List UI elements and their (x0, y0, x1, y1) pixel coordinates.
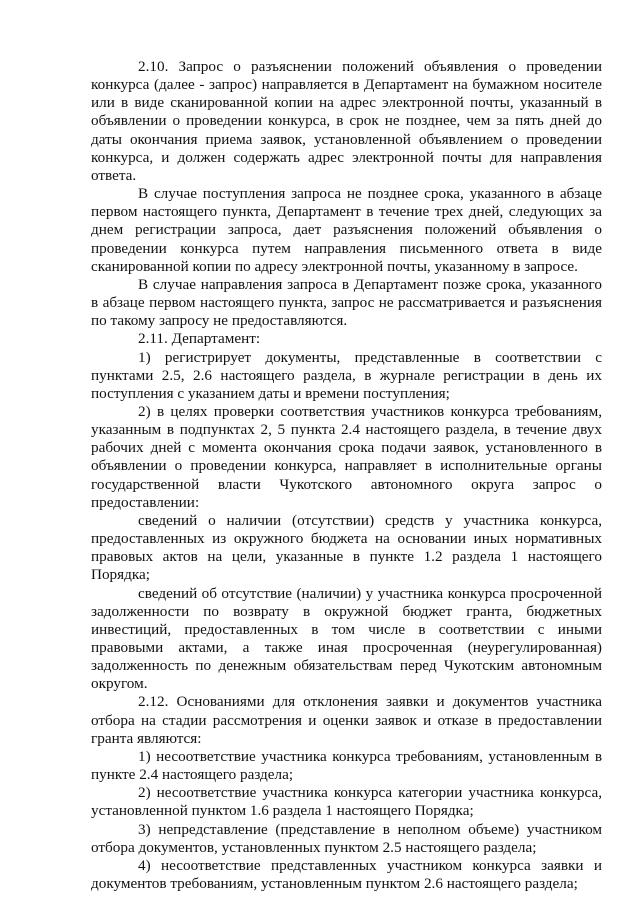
paragraph-2-10-late-request: В случае направления запроса в Департамент позже срока, указанного в абзаце первом настоящего пункта, запрос не рассматривается и разъяснения по такому запросу не предоставляются. (91, 275, 602, 330)
paragraph-2-11-debt-info: сведений об отсутствие (наличии) у участника конкурса просроченной задолженности по возврату в окружной бюджет гранта, бюджетных инвестиций, предоставленных в том числе в соответствии с иными правовыми актами, а также иная просроченная (неурегулированная) задолженность по денежным обязательствам перед Чукотским автономным округом. (91, 584, 602, 693)
paragraph-2-12-heading: 2.12. Основаниями для отклонения заявки и документов участника отбора на стадии рассмотрения и оценки заявок и отказе в предоставлении гранта являются: (91, 693, 602, 747)
paragraph-2-11-heading: 2.11. Департамент: (138, 330, 261, 348)
paragraph-2-10: 2.10. Запрос о разъяснении положений объявления о проведении конкурса (далее - запрос) направляется в Департамент на бумажном носителе или в виде сканированной копии на адрес электронной почты, указанный в объявлении о проведении конкурса, в срок не позднее, чем за пять дней до даты окончания приема заявок, установленной объявлением о проведении конкурса, и должен содержать адрес электронной почты для направления ответа. (91, 58, 602, 184)
paragraph-2-11-item-1: 1) регистрирует документы, представленные в соответствии с пунктами 2.5, 2.6 настоящего раздела, в журнале регистрации в день их поступления с указанием даты и времени поступления; (91, 348, 602, 402)
paragraph-2-11-item-2: 2) в целях проверки соответствия участников конкурса требованиям, указанным в подпунктах 2, 5 пункта 2.4 настоящего раздела, в течение двух рабочих дней с момента окончания срока подачи заявок, установленного в объявлении о проведении конкурса, направляет в исполнительные органы государственной власти Чукотского автономного округа запрос о предоставлении: (91, 402, 602, 511)
document-page (91, 58, 602, 893)
paragraph-2-12-item-2: 2) несоответствие участника конкурса категории участника конкурса, установленной пунктом 1.6 раздела 1 настоящего Порядка; (91, 784, 602, 820)
paragraph-2-10-timely-request: В случае поступления запроса не позднее срока, указанного в абзаце первом настоящего пункта, Департамент в течение трех дней, следующих за днем регистрации запроса, дает разъяснения положений объявления о проведении конкурса путем направления письменного ответа в виде сканированной копии по адресу электронной почты, указанному в запросе. (91, 185, 602, 275)
paragraph-2-11-funds-info: сведений о наличии (отсутствии) средств у участника конкурса, предоставленных из окружного бюджета на основании иных нормативных правовых актов на цели, указанные в пункте 1.2 раздела 1 настоящего Порядка; (91, 511, 602, 584)
paragraph-2-12-item-4: 4) несоответствие представленных участником конкурса заявки и документов требованиям, установленным пунктом 2.6 настоящего раздела; (91, 856, 602, 893)
paragraph-2-12-item-3: 3) непредставление (представление в неполном объеме) участником отбора документов, установленных пунктом 2.5 настоящего раздела; (91, 820, 602, 856)
paragraph-2-12-item-1: 1) несоответствие участника конкурса требованиям, установленным в пункте 2.4 настоящего раздела; (91, 747, 602, 784)
